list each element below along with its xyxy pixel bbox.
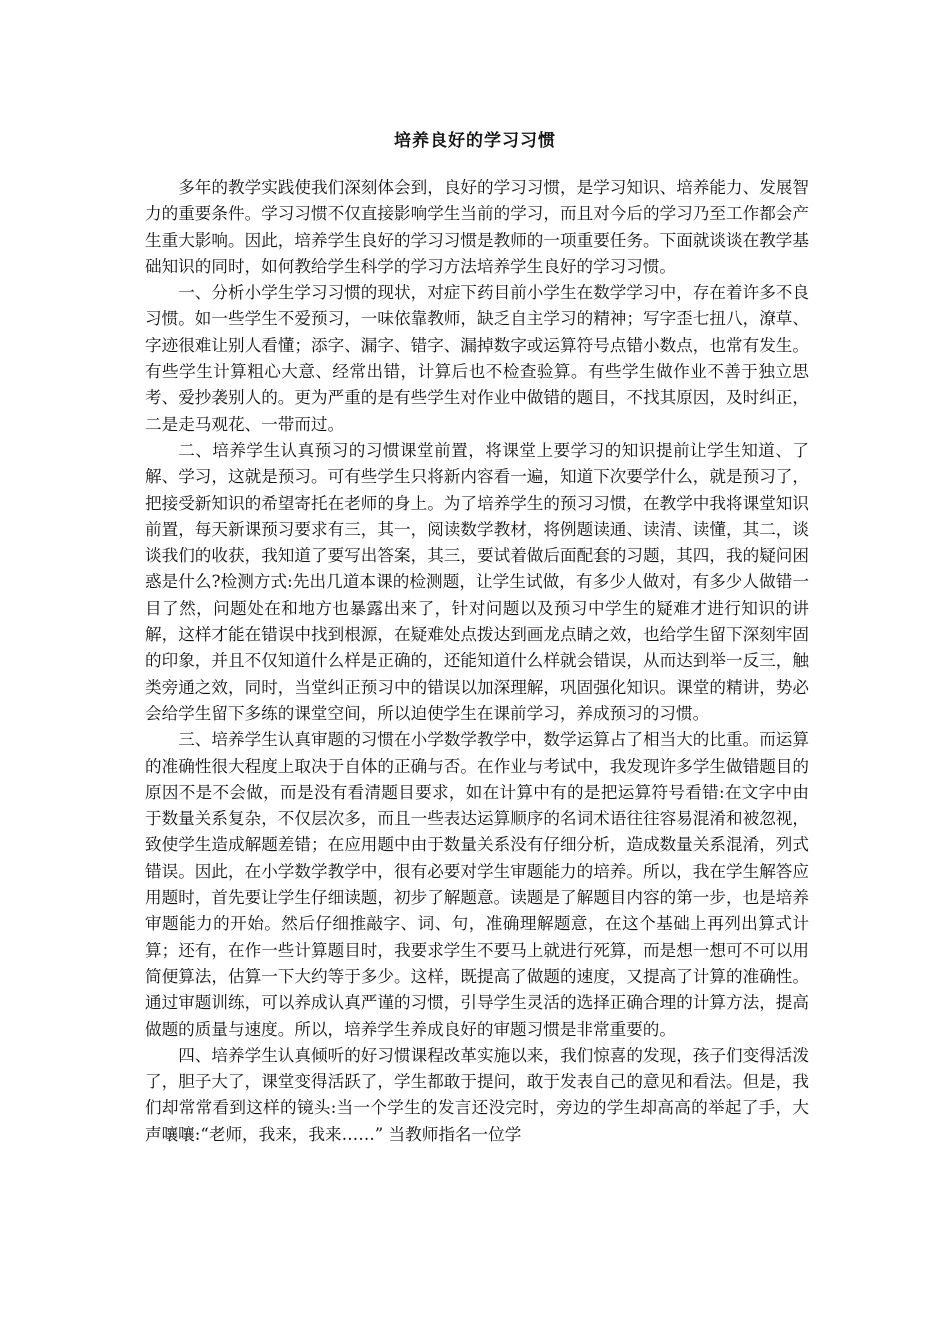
paragraph-intro: 多年的教学实践使我们深刻体会到，良好的学习习惯，是学习知识、培养能力、发展智力的重要条件。学习习惯不仅直接影响学生当前的学习，而且对今后的学习乃至工作都会产生重大影响。因此，培养学生良好的学习习惯是教师的一项重要任务。下面就谈谈在教学基础知识的同时，如何教给学生科学的学习方法培养学生良好的学习习惯。 [145,178,809,276]
paragraph-section-3: 三、培养学生认真审题的习惯在小学数学教学中，数学运算占了相当大的比重。而运算的准确性很大程度上取决于自体的正确与否。在作业与考试中，我发现许多学生做错题目的原因不是不会做，而是没有看清题目要求，如在计算中有的是把运算符号看错:在文字中由于数量关系复杂，不仅层次多，而且一些表达运算顺序的名词术语往往容易混淆和被忽视，致使学生造成解题差错；在应用题中由于数量关系没有仔细分析，造成数量关系混淆，列式错误。因此，在小学数学教学中，很有必要对学生审题能力的培养。所以，我在学生解答应用题时，首先要让学生仔细读题，初步了解题意。读题是了解题目内容的第一步，也是培养审题能力的开始。然后仔细推敲字、词、句，准确理解题意，在这个基础上再列出算式计算；还有，在作一些计算题目时，我要求学生不要马上就进行死算，而是想一想可不可以用简便算法，估算一下大约等于多少。这样，既提高了做题的速度，又提高了计算的准确性。通过审题训练，可以养成认真严谨的习惯，引导学生灵活的选择正确合理的计算方法，提高做题的质量与速度。所以，培养学生养成良好的审题习惯是非常重要的。 [145,730,809,1039]
document-title: 培养良好的学习习惯 [394,131,556,151]
paragraph-section-4: 四、培养学生认真倾听的好习惯课程改革实施以来，我们惊喜的发现，孩子们变得活泼了，胆子大了，课堂变得活跃了，学生都敢于提问，敢于发表自己的意见和看法。但是，我们却常常看到这样的镜头:当一个学生的发言还没完时，旁边的学生却高高的举起了手，大声嚷嚷:“老师，我来，我来……” 当教师指名一位学 [145,1045,809,1144]
paragraph-section-1: 一、分析小学生学习习惯的现状，对症下药目前小学生在数学学习中，存在着许多不良习惯。如一些学生不爱预习，一味依靠教师，缺乏自主学习的精神；写字歪七扭八，潦草、字迹很难让别人看懂；添字、漏字、错字、漏掉数字或运算符号点错小数点，也常有发生。有些学生计算粗心大意、经常出错，计算后也不检查验算。有些学生做作业不善于独立思考、爱抄袭别人的。更为严重的是有些学生对作业中做错的题目，不找其原因，及时纠正，二是走马观花、一带而过。 [145,283,809,434]
document-body [145,175,809,1148]
paragraph-section-2: 二、培养学生认真预习的习惯课堂前置，将课堂上要学习的知识提前让学生知道、了解、学习，这就是预习。可有些学生只将新内容看一遍，知道下次要学什么，就是预习了，把接受新知识的希望寄托在老师的身上。为了培养学生的预习习惯，在教学中我将课堂知识前置，每天新课预习要求有三，其一，阅读数学教材，将例题读通、读清、读懂，其二，谈谈我们的收获，我知道了要写出答案，其三，要试着做后面配套的习题，其四，我的疑问困惑是什么?检测方式:先出几道本课的检测题，让学生试做，有多少人做对，有多少人做错一目了然，问题处在和地方也暴露出来了，针对问题以及预习中学生的疑难才进行知识的讲解，这样才能在错误中找到根源，在疑难处点拨达到画龙点睛之效，也给学生留下深刻牢固的印象，并且不仅知道什么样是正确的，还能知道什么样就会错误，从而达到举一反三，触类旁通之效，同时，当堂纠正预习中的错误以加深理解，巩固强化知识。课堂的精讲，势必会给学生留下多练的课堂空间，所以迫使学生在课前学习，养成预习的习惯。 [145,440,809,723]
